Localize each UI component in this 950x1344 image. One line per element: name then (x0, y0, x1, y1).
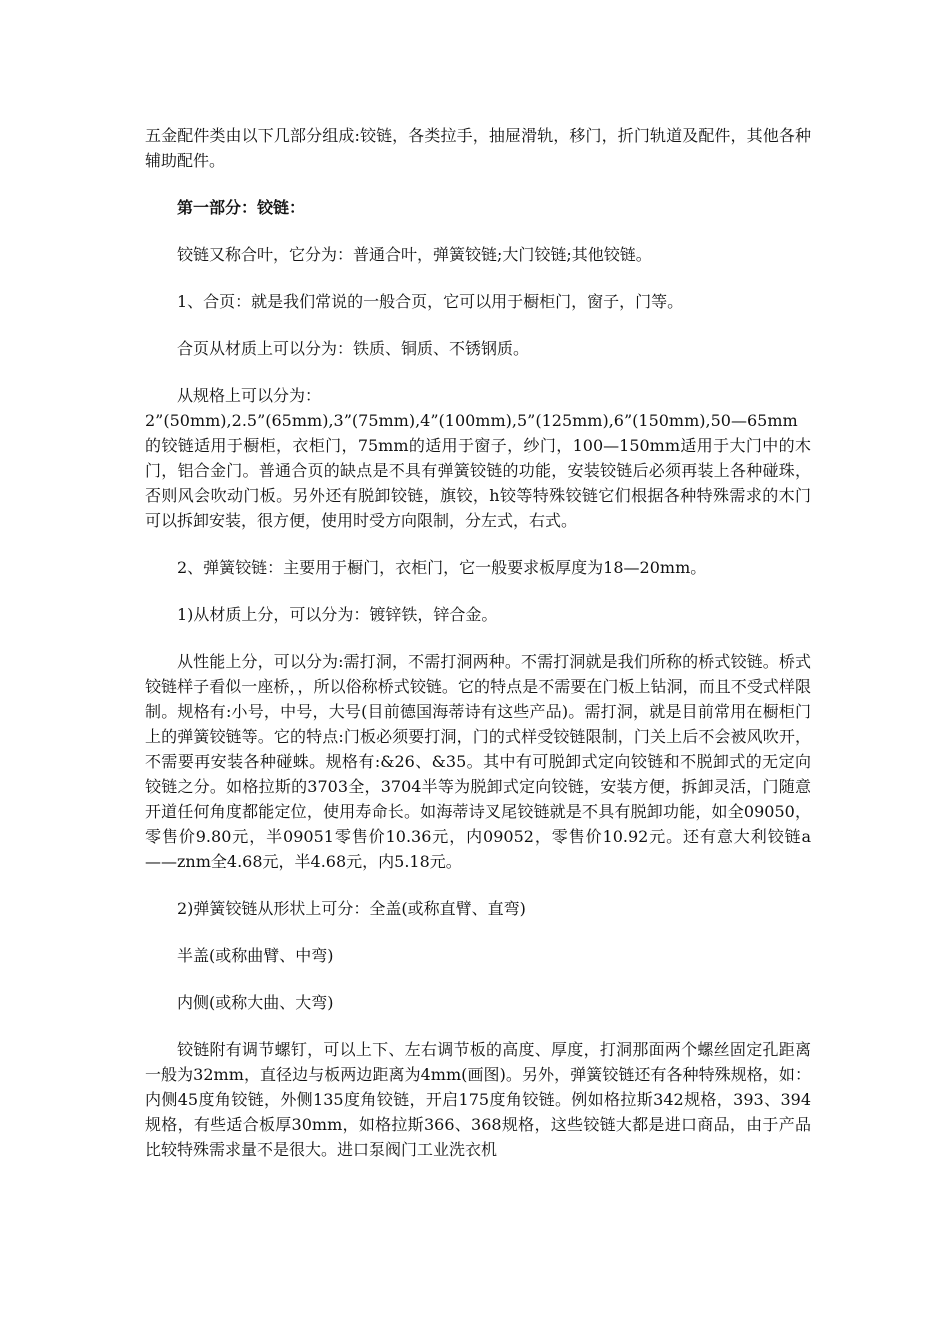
paragraph-hinge-types: 铰链又称合叶，它分为：普通合叶，弹簧铰链;大门铰链;其他铰链。 (177, 245, 652, 264)
paragraph-half-cover: 半盖(或称曲臂、中弯) (177, 946, 334, 965)
specs-lead: 从规格上可以分为： (177, 386, 322, 405)
paragraph-spring-performance: 从性能上分，可以分为:需打洞，不需打洞两种。不需打洞就是我们所称的桥式铰链。桥式铰链样子看似一座桥，，所以俗称桥式铰链。它的特点是不需要在门板上钻洞，而且不受式样限制。规格有:小号，中号，大号(目前德国海蒂诗有这些产品)。需打洞，就是目前常用在橱柜门上的弹簧铰链等。它的特点:门板必须要打洞，门的式样受铰链限制，门关上后不会被风吹开，不需要再安装各种碰蛛。规格有:&26、&35。其中有可脱卸式定向铰链和不脱卸式的无定向铰链之分。如格拉斯的3703全，3704半等为脱卸式定向铰链，安装方便，拆卸灵活，门随意开道任何角度都能定位，使用寿命长。如海蒂诗叉尾铰链就是不具有脱卸功能，如全09050，零售价9.80元，半09051零售价10.36元，内09052，零售价10.92元。还有意大利铰链a——znm全4.68元，半4.68元，内5.18元。 (145, 652, 811, 871)
document-body (145, 123, 811, 1162)
specs-body: 2”(50mm),2.5”(65mm),3”(75mm),4”(100mm),5”(125mm),6”(150mm),50—65mm的铰链适用于橱柜，衣柜门，75mm的适用于窗子，纱门，100—150mm适用于大门中的木门，铝合金门。普通合页的缺点是不具有弹簧铰链的功能，安装铰链后必须再装上各种碰珠，否则风会吹动门板。另外还有脱卸铰链，旗铰，h铰等特殊铰链它们根据各种特殊需求的木门可以拆卸安装，很方便，使用时受方向限制，分左式，右式。 (145, 411, 811, 530)
section-heading: 第一部分：铰链： (177, 198, 306, 217)
paragraph-adjustment: 铰链附有调节螺钉，可以上下、左右调节板的高度、厚度，打洞那面两个螺丝固定孔距离一般为32mm，直径边与板两边距离为4mm(画图)。另外，弹簧铰链还有各种特殊规格，如：内侧45度角铰链，外侧135度角铰链，开启175度角铰链。例如格拉斯342规格，393、394规格，有些适合板厚30mm，如格拉斯366、368规格，这些铰链大都是进口商品，由于产品比较特殊需求量不是很大。进口泵阀门工业洗衣机 (145, 1040, 811, 1159)
paragraph-hinge-material: 合页从材质上可以分为：铁质、铜质、不锈钢质。 (177, 339, 530, 358)
paragraph-spring-hinge: 2、弹簧铰链：主要用于橱门，衣柜门，它一般要求板厚度为18—20mm。 (177, 558, 707, 577)
paragraph-spring-shape: 2)弹簧铰链从形状上可分：全盖(或称直臂、直弯) (177, 899, 526, 918)
paragraph-hinge-specs (145, 383, 811, 533)
paragraph-spring-material: 1)从材质上分，可以分为：镀锌铁，锌合金。 (177, 605, 498, 624)
paragraph-inset: 内侧(或称大曲、大弯) (177, 993, 334, 1012)
paragraph-hinge-general: 1、合页：就是我们常说的一般合页，它可以用于橱柜门，窗子，门等。 (177, 292, 684, 311)
intro-paragraph: 五金配件类由以下几部分组成:铰链，各类拉手，抽屉滑轨，移门，折门轨道及配件，其他各种辅助配件。 (145, 126, 811, 170)
